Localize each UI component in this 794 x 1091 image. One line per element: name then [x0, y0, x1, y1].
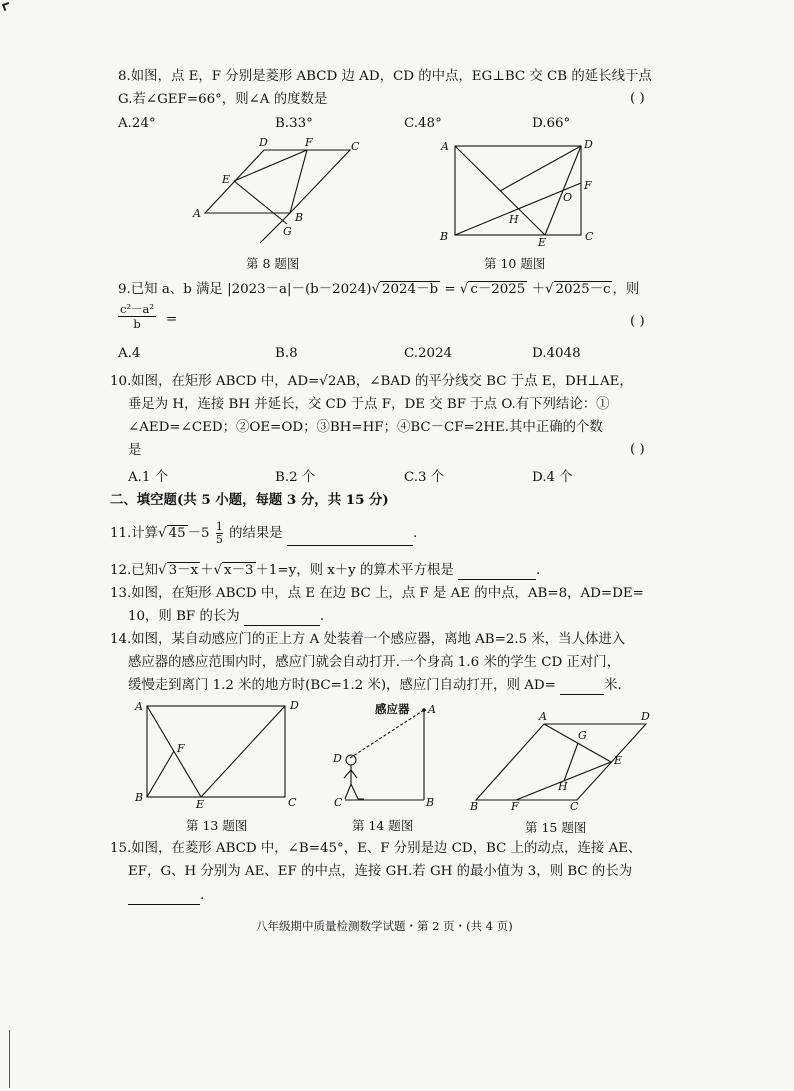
fig8-label-d: D	[259, 136, 268, 149]
q9-then: ，则	[612, 282, 640, 297]
fig10-label-f: F	[584, 179, 592, 192]
fig8-label-g: G	[283, 225, 292, 238]
fig15-label-c: C	[570, 800, 579, 813]
fig10-label-o: O	[563, 191, 573, 204]
q10-line4: 是	[128, 443, 142, 458]
fig15-label-e: E	[614, 754, 623, 767]
fig14-sensor-label: 感应器	[375, 702, 410, 716]
fig13-caption: 第 13 题图	[186, 818, 248, 833]
fig14-caption: 第 14 题图	[352, 818, 414, 833]
fig13-label-a: A	[135, 700, 143, 713]
fig10-label-h: H	[509, 213, 519, 226]
fig13-label-b: B	[135, 791, 144, 804]
q13-line1: 13.如图，在矩形 ABCD 中，点 E 在边 BC 上，点 F 是 AE 的中点，AB=8，AD=DE=	[110, 586, 644, 601]
q11-end: .	[412, 526, 418, 541]
fig8-label-b: B	[295, 211, 304, 224]
q12-answer-blank[interactable]	[458, 565, 536, 580]
q14-line1: 14.如图，某自动感应门的正上方 A 处装着一个感应器，离地 AB=2.5 米，当人体进入	[110, 632, 626, 647]
fig8-label-a: A	[193, 207, 201, 220]
q12-plus: ＋	[200, 563, 214, 578]
q11-answer-blank[interactable]	[287, 531, 413, 546]
q12-pre: 12.已知	[110, 563, 159, 578]
q11-rad: 45	[168, 526, 186, 541]
q15-line3	[128, 887, 204, 905]
q9-intro: 9.已知 a、b 满足	[118, 282, 223, 297]
fig15-label-f: F	[511, 800, 519, 813]
q9-rad1: 2024－b	[382, 282, 439, 297]
q14-line3-text: 缓慢走到离门 1.2 米的地方时(BC=1.2 米)，感应门自动打开，则 AD=	[128, 678, 556, 693]
q9-eq: =	[444, 282, 456, 297]
q11-pre: 11.计算	[110, 526, 159, 541]
q9-line1: 9.已知 a、b 满足 |2023－a|－(b－2024)√ 2024－b = √ c－2025 ＋√ 2025－c ，则	[118, 282, 640, 297]
fig13-label-f: F	[177, 742, 185, 755]
q8-option-c: C.48°	[404, 116, 442, 131]
fig15-label-g: G	[578, 729, 587, 742]
q12-end: .	[536, 563, 541, 578]
q14-line2: 感应器的感应范围内时，感应门就会自动打开.一个身高 1.6 米的学生 CD 正对门，	[128, 655, 621, 670]
fig10-label-a: A	[441, 140, 449, 153]
q8-option-a: A.24°	[118, 116, 156, 131]
q12-rad2: x－3	[224, 563, 254, 578]
q9-rad2: c－2025	[470, 282, 526, 297]
fig14-label-c: C	[334, 796, 343, 809]
q9-plus: ＋	[531, 282, 545, 297]
q11-line: 11.计算√ 45 －5 $\frac{1}{5}$ 的结果是 .	[110, 520, 418, 546]
fig10-label-e: E	[538, 236, 547, 249]
fig15-label-a: A	[539, 710, 547, 723]
fig8-label-e: E	[222, 173, 231, 186]
q10-option-d: D.4 个	[532, 470, 573, 485]
q8-answer-paren: ( )	[630, 91, 645, 106]
q12-rad1: 3－x	[168, 563, 199, 578]
fig8-label-c: C	[351, 140, 360, 153]
fig13-label-e: E	[196, 798, 205, 811]
q9-option-d: D.4048	[532, 346, 581, 361]
q9-option-c: C.2024	[404, 346, 453, 361]
fig10-label-b: B	[440, 230, 449, 243]
fig13-label-d: D	[290, 699, 299, 712]
q10-answer-paren: ( )	[630, 442, 645, 457]
q8-line2: G.若∠GEF=66°，则∠A 的度数是	[118, 92, 328, 107]
q12-line: 12.已知√ 3－x ＋√ x－3 ＋1=y，则 x＋y 的算术平方根是 .	[110, 563, 541, 578]
fig10-caption: 第 10 题图	[484, 256, 546, 271]
q13-end: .	[319, 609, 325, 624]
section-fill-in-title: 二、填空题(共 5 小题，每题 3 分，共 15 分)	[110, 492, 389, 508]
page-footer: 八年级期中质量检测数学试题・第 2 页・(共 4 页)	[256, 919, 513, 933]
fig10-label-c: C	[585, 230, 594, 243]
q10-line3: ∠AED=∠CED；②OE=OD；③BH=HF；④BC－CF=2HE.其中正确的个数	[128, 420, 603, 435]
q13-line2-text: 10，则 BF 的长为	[128, 609, 240, 624]
q12-post: ＋1=y，则 x＋y 的算术平方根是	[255, 563, 454, 578]
q9-option-a: A.4	[118, 346, 141, 361]
q11-frac-den: 5	[215, 533, 223, 546]
q8-option-d: D.66°	[532, 116, 571, 131]
fig14-label-a: A	[428, 703, 436, 716]
q11-frac-num: 1	[215, 520, 223, 533]
q10-option-b: B.2 个	[275, 470, 316, 485]
q10-option-a: A.1 个	[128, 470, 169, 485]
q9-frac-num: c²－a²	[120, 302, 155, 316]
q11-post: 的结果是	[229, 526, 283, 541]
q9-rad3: 2025－c	[555, 282, 611, 297]
fig15-label-b: B	[470, 800, 479, 813]
q13-line2	[128, 608, 324, 626]
q9-frac-den: b	[133, 317, 141, 331]
fig8-caption: 第 8 题图	[246, 256, 300, 271]
q10-line2: 垂足为 H，连接 BH 并延长，交 CD 于点 F，DE 交 BF 于点 O.有下列结论：①	[128, 397, 610, 412]
q9-option-b: B.8	[275, 346, 298, 361]
q14-answer-blank[interactable]	[560, 680, 604, 695]
q9-abs: |2023－a|	[227, 282, 292, 297]
q11-fraction	[216, 521, 223, 546]
q8-option-b: B.33°	[275, 116, 313, 131]
fig15-label-h: H	[558, 780, 568, 793]
q11-minus: －5	[187, 526, 210, 541]
fig14-label-d: D	[333, 752, 342, 765]
q9-answer-paren: ( )	[630, 314, 645, 329]
scan-corner-mark	[2, 2, 11, 11]
q10-option-c: C.3 个	[404, 470, 445, 485]
fig8-label-f: F	[305, 136, 313, 149]
q15-end: .	[200, 888, 205, 903]
q14-line3	[128, 677, 622, 695]
q15-line1: 15.如图，在菱形 ABCD 中，∠B=45°，E、F 分别是边 CD，BC 上的动点，连接 AE、	[110, 841, 642, 856]
q13-answer-blank[interactable]	[244, 611, 320, 626]
fig15-caption: 第 15 题图	[525, 820, 587, 835]
fig14-label-b: B	[426, 796, 435, 809]
q14-end: 米.	[604, 678, 622, 693]
q9-fraction	[118, 302, 156, 331]
fig13-label-c: C	[288, 796, 297, 809]
fig10-label-d: D	[584, 138, 593, 151]
q15-line2: EF，G、H 分别为 AE、EF 的中点，连接 GH.若 GH 的最小值为 3，则 BC 的长为	[128, 864, 633, 879]
q9-mid: －(b－2024)	[291, 282, 372, 297]
scan-edge-line	[9, 1030, 10, 1088]
q9-equals: =	[166, 312, 178, 327]
q15-answer-blank[interactable]	[128, 890, 200, 905]
q8-line1: 8.如图，点 E，F 分别是菱形 ABCD 边 AD，CD 的中点，EG⊥BC 交 CB 的延长线于点	[118, 69, 652, 84]
fig15-label-d: D	[641, 710, 650, 723]
q10-line1: 10.如图，在矩形 ABCD 中，AD=√2AB，∠BAD 的平分线交 BC 于点 E，DH⊥AE，	[110, 374, 633, 389]
